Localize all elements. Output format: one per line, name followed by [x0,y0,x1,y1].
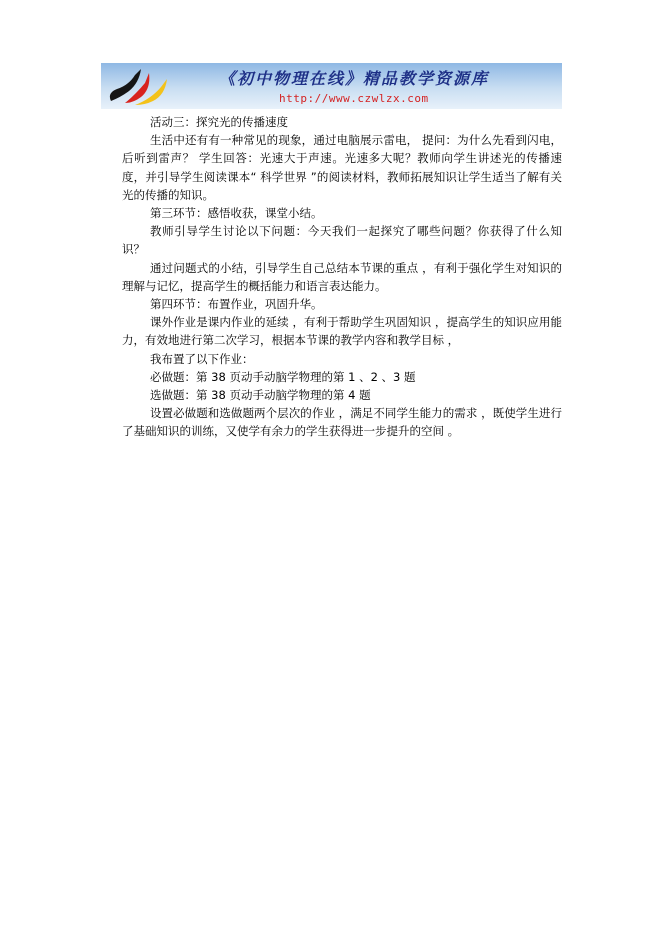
document-body [122,113,562,441]
paragraph-light-speed: 生活中还有有一种常见的现象，通过电脑展示雷电， 提问：为什么先看到闪电，后听到雷声？ 学生回答：光速大于声速。光速多大呢？教师向学生讲述光的传播速度，并引导学生阅读课本“ 科学世界 ”的阅读材料，教师拓展知识让学生适当了解有关光的传播的知识。 [122,133,562,202]
banner-url: http://www.czwlzx.com [279,92,429,105]
activity-heading: 活动三：探究光的传播速度 [150,115,288,129]
section-heading-3: 第三环节：感悟收获，课堂小结。 [150,206,323,221]
site-logo-icon [105,65,175,107]
banner-title: 《初中物理在线》精品教学资源库 [219,69,490,88]
paragraph-homework-assigned: 我布置了以下作业： [150,351,254,366]
section-heading-4: 第四环节：布置作业，巩固升华。 [150,297,323,312]
paragraph-discussion: 教师引导学生讨论以下问题：今天我们一起探究了哪些问题？你获得了什么知识？ [122,224,562,257]
required-exercise: 必做题：第 38 页动手动脑学物理的第 1 、2 、3 题 [150,369,416,384]
optional-exercise: 选做题：第 38 页动手动脑学物理的第 4 题 [150,388,371,403]
paragraph-summary: 通过问题式的小结，引导学生自己总结本节课的重点 ，有利于强化学生对知识的理解与记忆，提高学生的概括能力和语言表达能力。 [122,260,562,293]
header-banner [101,63,562,109]
paragraph-homework: 课外作业是课内作业的延续 ，有利于帮助学生巩固知识 ，提高学生的知识应用能力，有效地进行第二次学习，根据本节课的教学内容和教学目标 ， [122,315,562,348]
paragraph-closing: 设置必做题和选做题两个层次的作业 ，满足不同学生能力的需求 ，既使学生进行了基础知识的训练，又使学有余力的学生获得进一步提升的空间 。 [122,406,562,439]
